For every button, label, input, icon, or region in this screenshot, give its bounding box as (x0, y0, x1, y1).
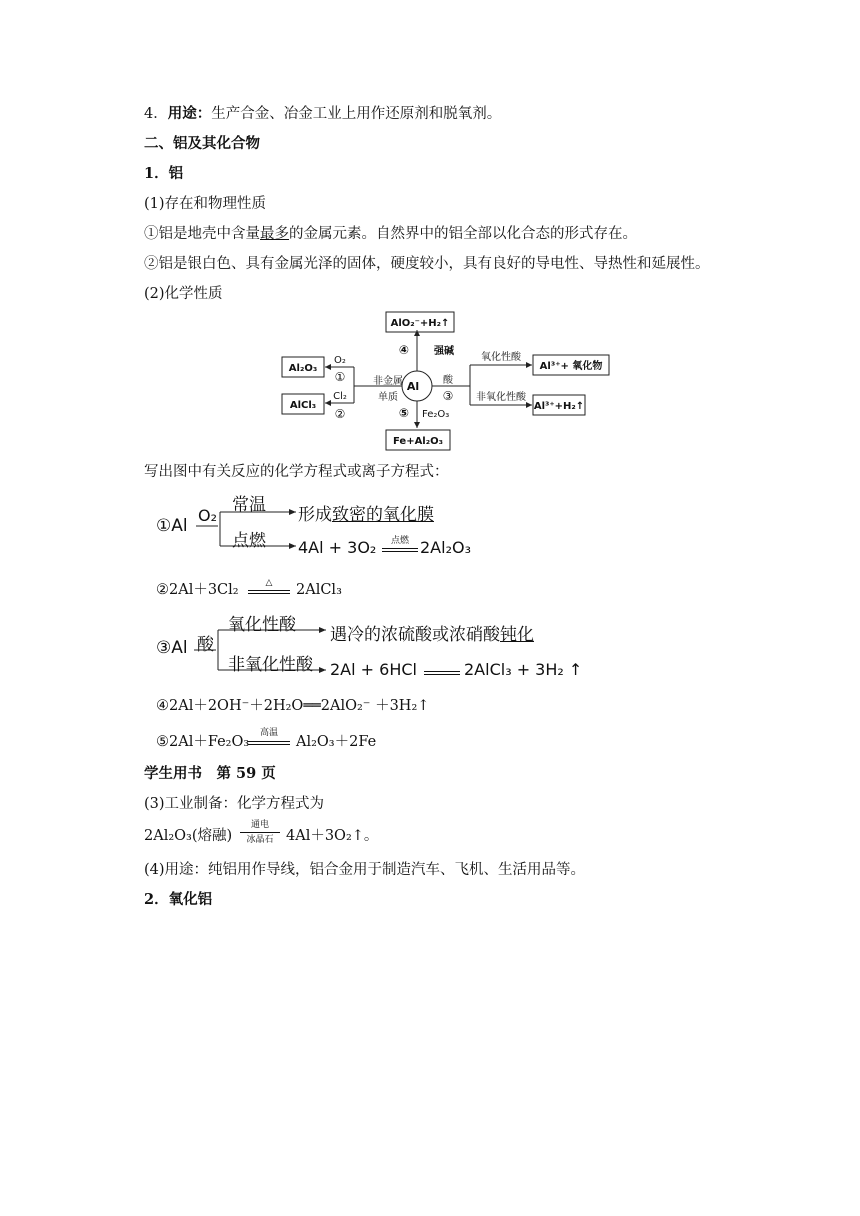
eq2-equals (248, 590, 290, 594)
left-label-2: 单质 (378, 392, 398, 403)
right-bottom-box-text: Al³⁺+H₂↑ (533, 401, 585, 412)
left-top-box-text: Al₂O₃ (288, 363, 318, 374)
subsection-alumina: 2．氧化铝 (144, 891, 213, 908)
left-bottom-num: ② (334, 407, 346, 421)
eq1-bottom-cond: 点燃 (390, 536, 409, 546)
left-top-reagent: O₂ (334, 355, 346, 366)
usage-heading: 用途： (167, 105, 212, 122)
right-top-box-text: Al³⁺+ 氧化物 (539, 361, 603, 372)
right-bottom-reagent: 非氧化性酸 (476, 392, 526, 403)
eq3-result-top-underlined: 钝化 (500, 625, 534, 645)
eq2-left: ②2Al＋3Cl₂ (156, 582, 239, 598)
aluminum-reaction-diagram (276, 306, 616, 454)
eq1-equals (382, 548, 418, 552)
top-box-text: AlO₂⁻+H₂↑ (390, 318, 450, 329)
physical-properties-heading: (1)存在和物理性质 (144, 196, 267, 212)
eq3-result-top (330, 620, 534, 645)
abundance-line (144, 224, 637, 244)
top-label: 强碱 (434, 346, 454, 357)
eq3-cond-top: 氧化性酸 (228, 615, 296, 635)
eq5-equals (248, 741, 290, 745)
abundance-text-a: ①铝是地壳中含量 (144, 226, 260, 242)
eq3-result-bottom-right: 2AlCl₃ + 3H₂ ↑ (464, 660, 583, 679)
eq6-left: 2Al₂O₃(熔融) (144, 828, 233, 844)
eq6-right: 4Al＋3O₂↑。 (286, 828, 379, 844)
subsection-aluminum: 1．铝 (144, 165, 184, 182)
eq3-cond-bottom: 非氧化性酸 (228, 655, 313, 675)
eq1-reagent: O₂ (198, 506, 218, 525)
abundance-underlined: 最多 (260, 226, 289, 242)
eq1-cond-top: 常温 (232, 495, 266, 515)
eq1-result-bottom-right: 2Al₂O₃ (420, 538, 471, 557)
eq1-al: ①Al (156, 516, 188, 536)
eq3-reagent: 酸 (197, 635, 214, 655)
book-page-label: 学生用书 第 59 页 (144, 765, 276, 782)
eq1-result-top-underlined: 致密的氧化膜 (332, 505, 434, 525)
eq6-cond-bottom: 冰晶石 (246, 835, 274, 845)
eq1-result-top-a: 形成 (298, 505, 332, 525)
eq1-cond-bottom: 点燃 (232, 531, 266, 551)
right-num: ③ (442, 389, 454, 403)
equation-2 (156, 580, 376, 602)
abundance-text-b: 的金属元素。自然界中的铝全部以化合态的形式存在。 (289, 226, 637, 242)
physical-description: ②铝是银白色、具有金属光泽的固体，硬度较小，具有良好的导电性、导热性和延展性。 (144, 256, 710, 272)
top-num: ④ (398, 343, 410, 357)
left-bottom-reagent: Cl₂ (333, 391, 347, 402)
equation-4: ④2Al＋2OH⁻＋2H₂O══2AlO₂⁻ ＋3H₂↑ (156, 698, 430, 714)
chemical-properties-heading: (2)化学性质 (144, 286, 223, 302)
eq3-result-bottom-left: 2Al + 6HCl (330, 660, 417, 679)
bottom-label: Fe₂O₃ (422, 409, 450, 420)
bottom-num: ⑤ (398, 406, 410, 420)
equation-5 (156, 728, 396, 754)
eq5-right: Al₂O₃＋2Fe (296, 734, 377, 750)
eq5-cond: 高温 (259, 728, 278, 738)
eq6-bar (240, 832, 280, 833)
eq3-equals (424, 671, 460, 675)
right-top-reagent: 氧化性酸 (481, 352, 521, 363)
bottom-box-text: Fe+Al₂O₃ (392, 436, 444, 447)
industrial-heading: (3)工业制备：化学方程式为 (144, 796, 325, 812)
left-top-num: ① (334, 370, 346, 384)
left-bottom-box-text: AlCl₃ (289, 400, 317, 411)
usage-paragraph: (4)用途：纯铝用作导线，铝合金用于制造汽车、飞机、生活用品等。 (144, 862, 586, 878)
equation-6 (144, 820, 404, 850)
equation-1 (156, 488, 496, 560)
equation-3 (156, 610, 596, 686)
eq6-cond-top: 通电 (250, 820, 269, 830)
usage-text: 生产合金、冶金工业上用作还原剂和脱氧剂。 (211, 106, 502, 122)
right-label: 酸 (443, 375, 453, 386)
center-label: Al (406, 380, 420, 393)
section-heading: 二、铝及其化合物 (144, 135, 260, 152)
instruction-line: 写出图中有关反应的化学方程式或离子方程式： (144, 464, 449, 480)
eq2-cond: △ (265, 578, 273, 588)
eq5-left: ⑤2Al＋Fe₂O₃ (156, 734, 250, 750)
eq3-result-top-a: 遇冷的浓硫酸或浓硝酸 (330, 625, 500, 645)
eq2-right: 2AlCl₃ (296, 582, 342, 598)
usage-line (144, 104, 501, 124)
left-label-1: 非金属 (373, 376, 403, 387)
eq1-result-bottom-left: 4Al + 3O₂ (298, 538, 377, 557)
eq1-result-top (298, 500, 434, 525)
eq3-al: ③Al (156, 638, 188, 658)
item-number: 4． (144, 106, 168, 122)
